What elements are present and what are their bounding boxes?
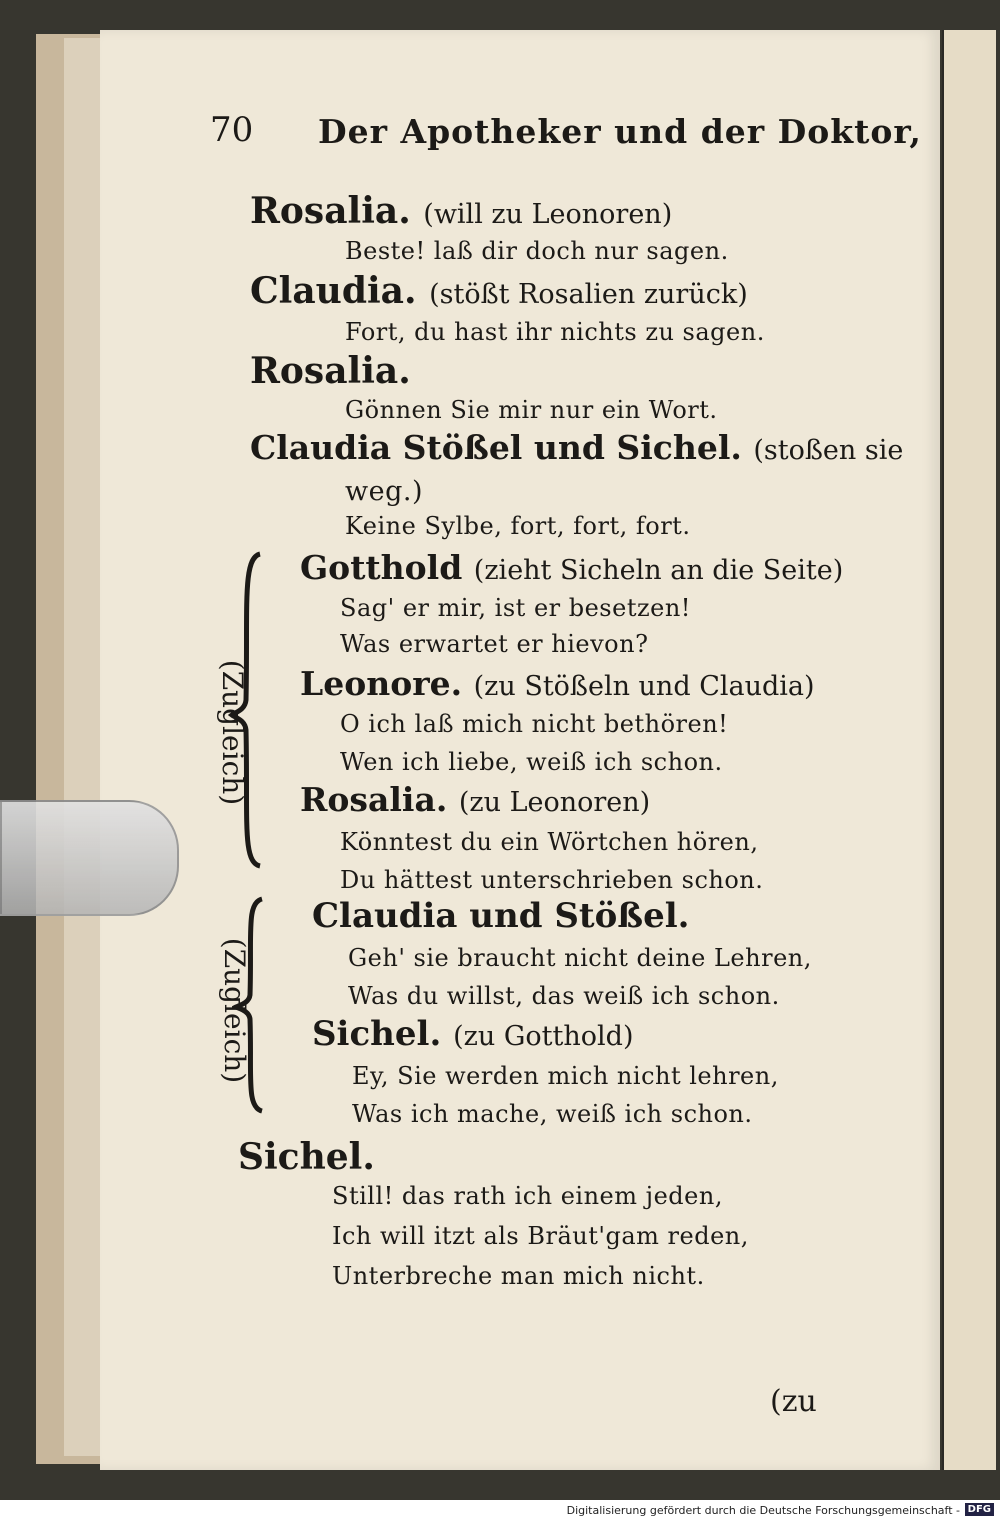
speaker-name: Claudia. (250, 270, 417, 312)
verse-line: Ich will itzt als Bräut'gam reden, (332, 1222, 749, 1250)
speaker-name: Rosalia. (250, 350, 411, 392)
page-number: 70 (210, 110, 254, 150)
stage-direction: (stoßen sie (753, 435, 904, 466)
stage-direction: (zu Gotthold) (453, 1021, 634, 1052)
speaker-name: Rosalia. (250, 190, 411, 232)
speaker-line (300, 664, 815, 703)
speaker-line (312, 896, 690, 936)
speaker-name: Claudia Stößel und Sichel. (250, 428, 742, 467)
verse-line: Sag' er mir, ist er besetzen! (340, 594, 691, 622)
speaker-line (300, 548, 843, 587)
verse-line: Wen ich liebe, weiß ich schon. (340, 748, 723, 776)
footer-bar (0, 1500, 1000, 1522)
stage-direction: (will zu Leonoren) (423, 199, 673, 230)
speaker-line (250, 190, 672, 232)
funding-credit: Digitalisierung gefördert durch die Deutsche Forschungsgemeinschaft - (566, 1504, 960, 1517)
speaker-name: Sichel. (312, 1014, 442, 1054)
facing-page-edge (942, 30, 996, 1470)
stage-direction: (zieht Sicheln an die Seite) (473, 555, 844, 586)
speaker-name: Sichel. (238, 1136, 375, 1178)
stage-direction: (zu Leonoren) (458, 787, 651, 818)
verse-line: Was du willst, das weiß ich schon. (348, 982, 780, 1010)
verse-line: Fort, du hast ihr nichts zu sagen. (345, 318, 765, 346)
speaker-name: Leonore. (300, 664, 463, 703)
speaker-line (250, 350, 411, 392)
verse-line: Was erwartet er hievon? (340, 630, 649, 658)
speaker-line (312, 1014, 633, 1054)
speaker-name: Claudia und Stößel. (312, 896, 690, 936)
dfg-logo: DFG (965, 1503, 994, 1516)
verse-line: Geh' sie braucht nicht deine Lehren, (348, 944, 812, 972)
speaker-name: Rosalia. (300, 780, 448, 819)
verse-line: O ich laß mich nicht bethören! (340, 710, 729, 738)
verse-line: Ey, Sie werden mich nicht lehren, (352, 1062, 779, 1090)
verse-line: Unterbreche man mich nicht. (332, 1262, 705, 1290)
verse-line: Du hättest unterschrieben schon. (340, 866, 764, 894)
speaker-line (250, 270, 748, 312)
speaker-line (238, 1136, 375, 1178)
catchword: (zu (770, 1384, 817, 1419)
speaker-line (300, 780, 650, 819)
margin-note-zugleich: (Zugleich) (218, 937, 252, 1084)
speaker-line (250, 428, 903, 467)
stage-direction-cont: weg.) (345, 476, 423, 507)
verse-line: Still! das rath ich einem jeden, (332, 1182, 723, 1210)
speaker-name: Gotthold (300, 548, 463, 587)
verse-line: Beste! laß dir doch nur sagen. (345, 237, 729, 265)
margin-note-zugleich: (Zugleich) (216, 659, 250, 806)
stage-direction: (stößt Rosalien zurück) (429, 279, 748, 310)
stage-direction: (zu Stößeln und Claudia) (473, 671, 815, 702)
verse-line: Keine Sylbe, fort, fort, fort. (345, 512, 691, 540)
glass-page-weight (0, 800, 179, 916)
verse-line: Gönnen Sie mir nur ein Wort. (345, 396, 718, 424)
verse-line: Könntest du ein Wörtchen hören, (340, 828, 759, 856)
verse-line: Was ich mache, weiß ich schon. (352, 1100, 753, 1128)
running-header: Der Apotheker und der Doktor, (318, 112, 922, 151)
